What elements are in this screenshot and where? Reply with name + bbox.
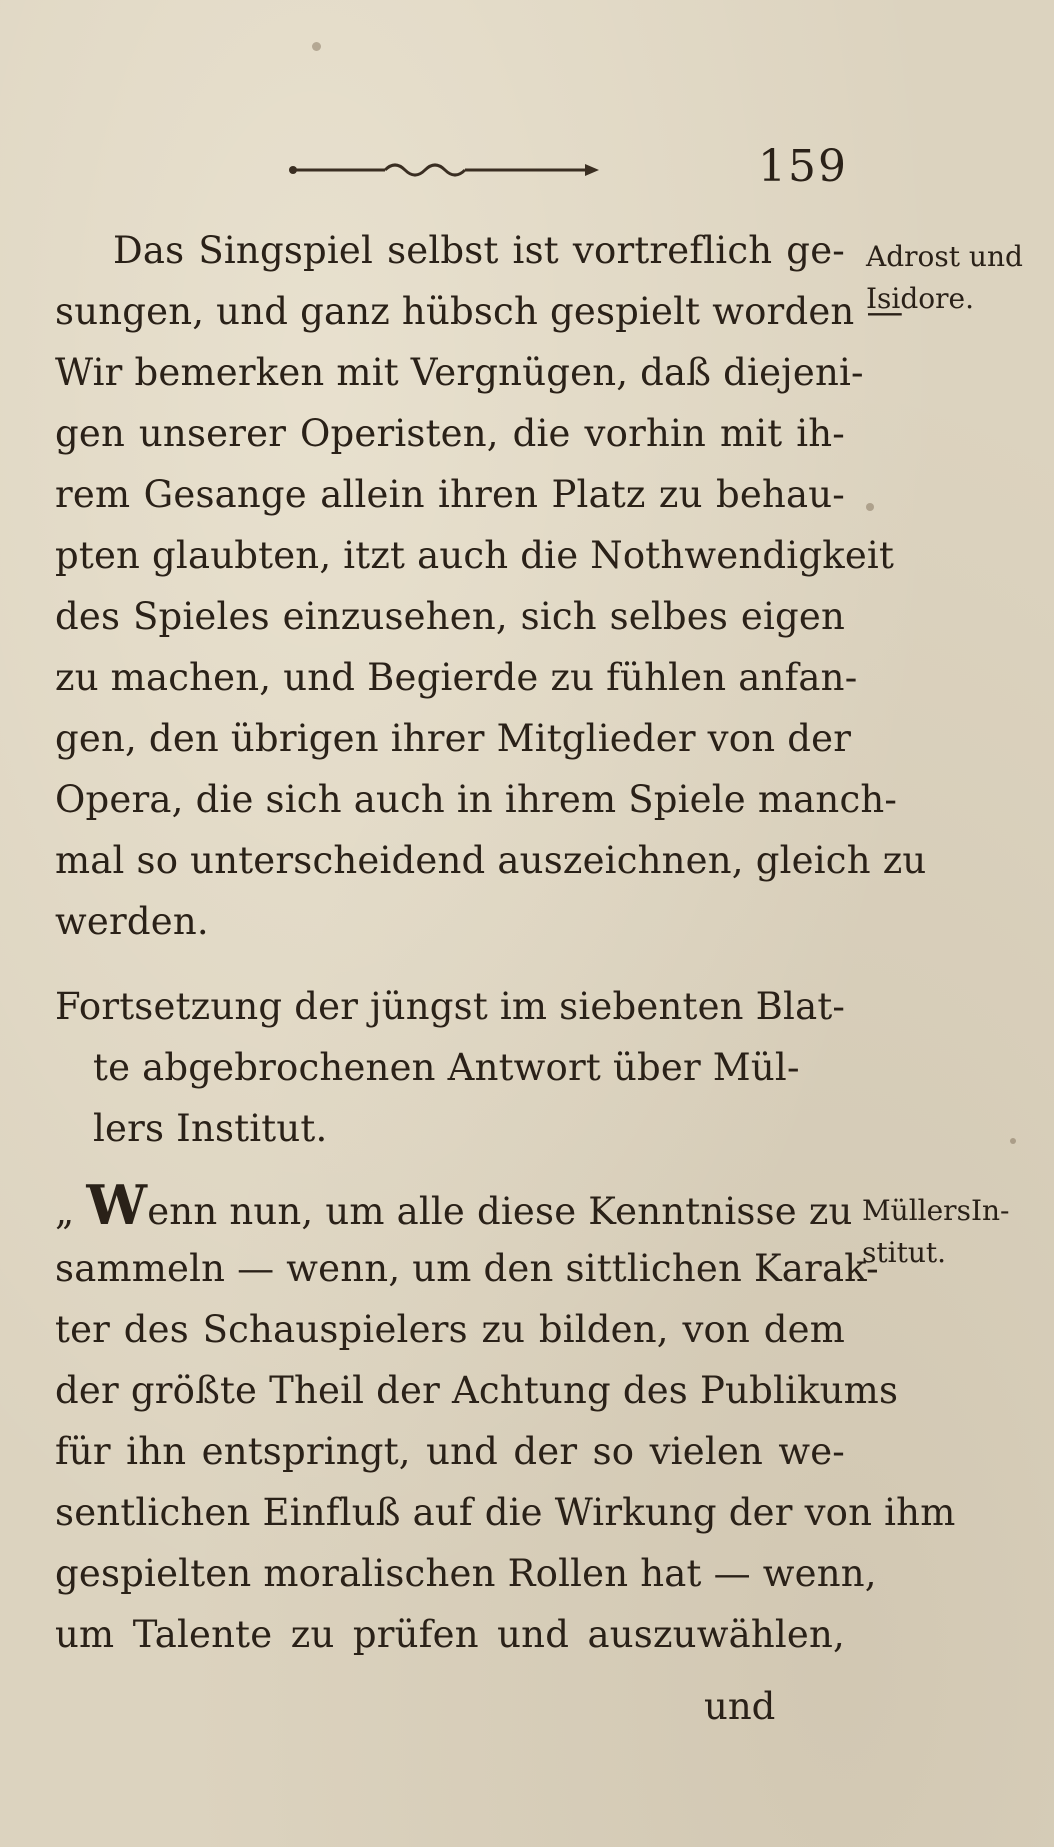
first-line-rest: enn nun, um alle diese Kenntnisse zu	[147, 1190, 853, 1233]
text-line: sammeln — wenn, um den sittlichen Karak-	[55, 1247, 879, 1290]
text-line: werden.	[55, 900, 209, 943]
header-ornament	[285, 155, 605, 185]
text-line: gespielten moralischen Rollen hat — wenn,	[55, 1552, 877, 1595]
text-line: für ihn entspringt, und der so vielen we-	[55, 1430, 845, 1473]
paper-spot	[1010, 1138, 1016, 1144]
text-line: des Spieles einzusehen, sich selbes eigen	[55, 595, 845, 638]
marginal-note-line: Isidore.	[866, 282, 975, 315]
heading-line: te abgebrochenen Antwort über Mül-	[93, 1046, 800, 1089]
text-line: mal so unterscheidend auszeichnen, gleich zu	[55, 839, 927, 882]
text-line: Das Singspiel selbst ist vortreflich ge-	[113, 229, 845, 272]
text-line: zu machen, und Begierde zu fühlen anfan-	[55, 656, 858, 699]
marginal-note-line: Adrost und	[866, 240, 1023, 273]
text-line: pten glaubten, itzt auch die Nothwendigkeit	[55, 534, 895, 577]
text-line-first	[55, 1172, 853, 1238]
marginal-note-line: MüllersIn-	[862, 1194, 1010, 1227]
paper-spot	[866, 503, 874, 511]
opening-quote-mark: „	[55, 1190, 75, 1233]
marginal-note-line: stitut.	[862, 1236, 947, 1269]
marginal-note-mueller	[862, 1190, 1010, 1274]
text-line: gen unserer Operisten, die vorhin mit ih-	[55, 412, 845, 455]
text-line: Opera, die sich auch in ihrem Spiele manch-	[55, 778, 898, 821]
page-number: 159	[758, 141, 848, 192]
text-line: rem Gesange allein ihren Platz zu behau-	[55, 473, 845, 516]
text-line: sungen, und ganz hübsch gespielt worden —	[55, 290, 904, 333]
heading-line: lers Institut.	[93, 1107, 328, 1150]
text-line: gen, den übrigen ihrer Mitglieder von der	[55, 717, 852, 760]
initial-letter: W	[86, 1173, 148, 1237]
text-line: ter des Schauspielers zu bilden, von dem	[55, 1308, 845, 1351]
text-line: um Talente zu prüfen und auszuwählen,	[55, 1613, 845, 1656]
section-heading	[55, 976, 845, 1159]
text-line: der größte Theil der Achtung des Publikums	[55, 1369, 899, 1412]
heading-line: Fortsetzung der jüngst im siebenten Blat-	[55, 985, 846, 1028]
catchword: und	[704, 1685, 776, 1728]
paper-spot	[312, 42, 321, 51]
text-line: Wir bemerken mit Vergnügen, daß diejeni-	[55, 351, 864, 394]
text-line: sentlichen Einfluß auf die Wirkung der von ihm	[55, 1491, 956, 1534]
